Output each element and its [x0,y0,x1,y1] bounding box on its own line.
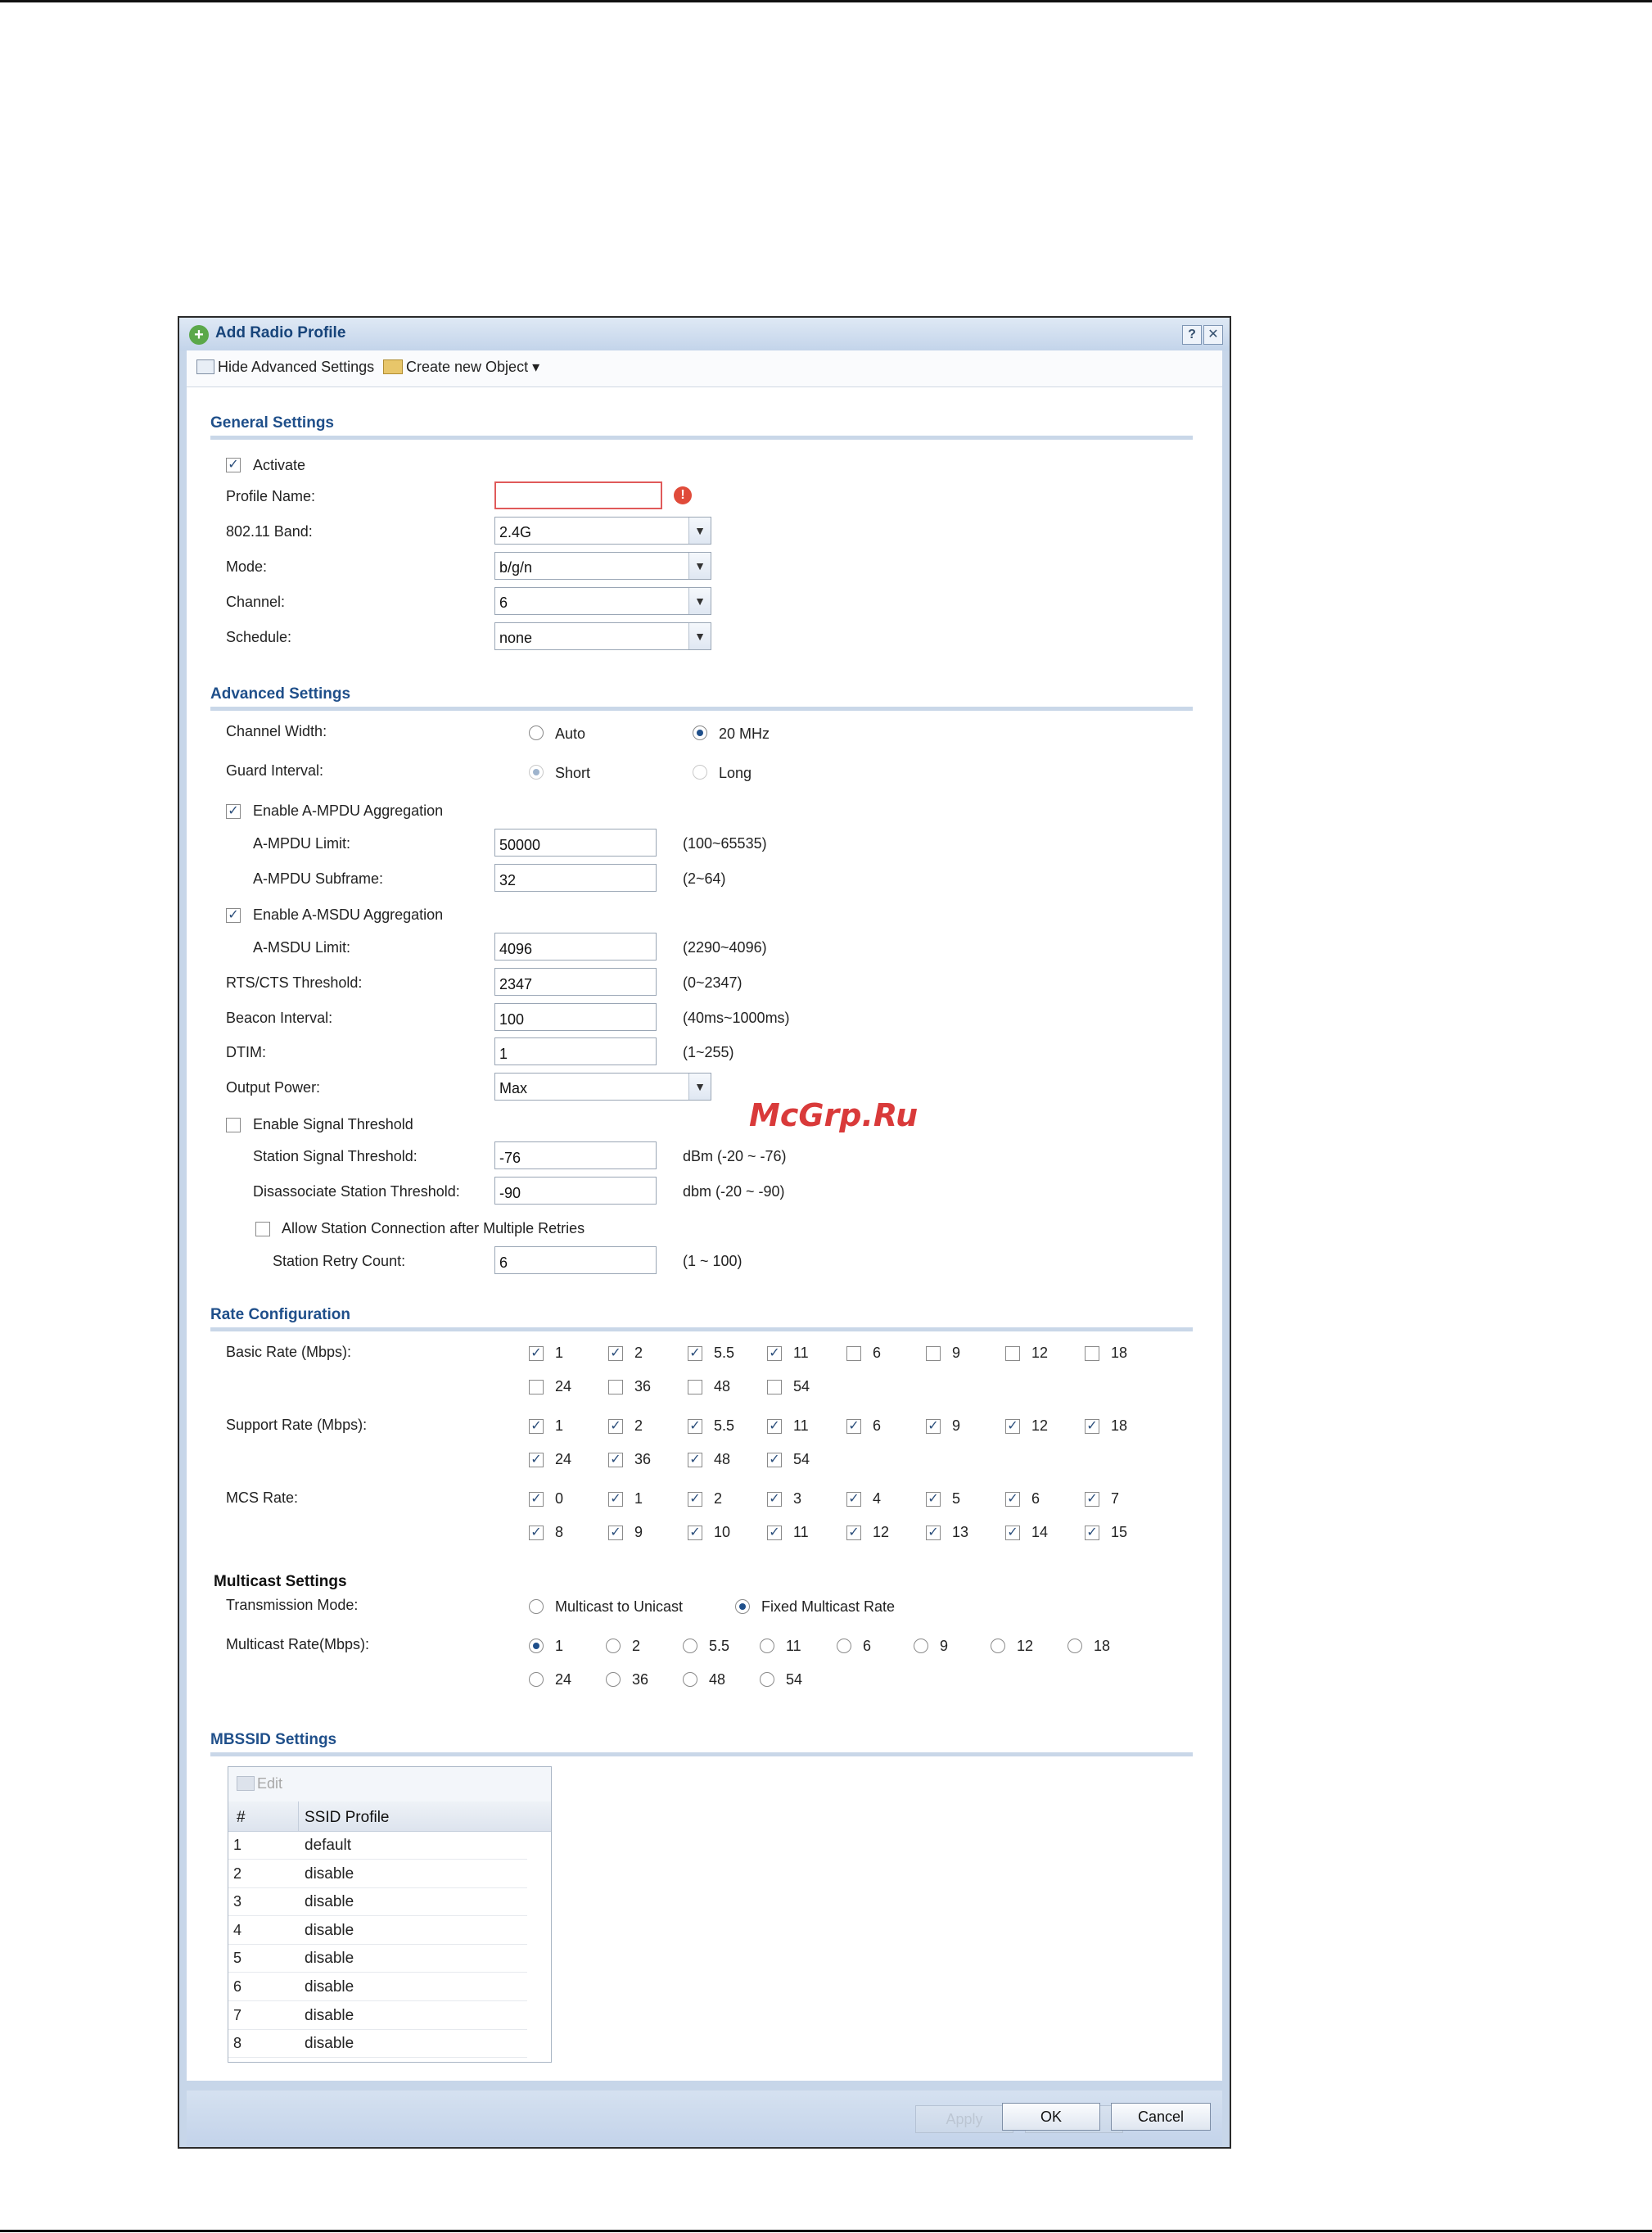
mbssid-settings-divider [210,1752,1193,1756]
basic-rate-label: Basic Rate (Mbps): [226,1344,352,1360]
retry-count-input[interactable] [494,1246,657,1274]
mcs-rate-checkbox[interactable]: ✓ [926,1526,941,1540]
row-ssid-profile: disable [305,2006,354,2024]
basic-rate-checkbox[interactable] [1085,1346,1099,1361]
channel-width-20mhz-radio[interactable] [693,725,707,740]
chevron-down-icon: ▼ [688,588,711,614]
basic-rate-label: 48 [714,1378,731,1394]
mcs-rate-checkbox[interactable]: ✓ [1085,1492,1099,1507]
basic-rate-checkbox[interactable]: ✓ [688,1346,702,1361]
add-icon: + [189,325,209,345]
support-rate-checkbox[interactable]: ✓ [846,1419,861,1434]
error-icon: ! [674,486,692,504]
mbssid-settings-heading: MBSSID Settings [210,1731,337,1748]
guard-interval-short-label: Short [555,765,591,781]
guard-interval-short-radio[interactable] [529,765,544,780]
mbssid-table-toolbar [228,1767,551,1802]
multicast-rate-radio[interactable] [683,1639,697,1653]
hide-advanced-label: Hide Advanced Settings [218,359,375,375]
mcs-rate-label: 12 [873,1524,890,1540]
row-number: 3 [233,1893,242,1910]
row-ssid-profile: disable [305,1865,354,1883]
help-icon[interactable]: ? [1182,325,1202,345]
activate-checkbox[interactable]: ✓ [226,458,241,472]
mcs-rate-checkbox[interactable]: ✓ [926,1492,941,1507]
basic-rate-label: 24 [555,1378,572,1394]
table-row[interactable] [228,1831,527,1860]
basic-rate-label: 18 [1111,1345,1128,1361]
mode-label: Mode: [226,558,268,575]
basic-rate-checkbox[interactable]: ✓ [529,1346,544,1361]
profile-name-input[interactable] [494,481,662,509]
dtim-label: DTIM: [226,1044,266,1060]
basic-rate-label: 2 [634,1345,643,1361]
multicast-rate-radio[interactable] [914,1639,928,1653]
activate-label: Activate [253,457,306,473]
support-rate-label: 36 [634,1451,652,1467]
multicast-rate-radio[interactable] [683,1672,697,1687]
basic-rate-label: 6 [873,1345,882,1361]
row-ssid-profile: disable [305,1893,354,1911]
multicast-rate-label: 24 [555,1671,572,1688]
rts-threshold-input[interactable] [494,968,657,996]
schedule-label: Schedule: [226,629,292,645]
hide-advanced-settings-button[interactable] [196,359,374,376]
support-rate-label: 5.5 [714,1417,735,1434]
create-new-label: Create new Object ▾ [406,359,540,375]
mcs-rate-label: 4 [873,1490,882,1507]
basic-rate-label: 9 [952,1345,961,1361]
dtim-input[interactable] [494,1037,657,1065]
row-ssid-profile: disable [305,1950,354,1968]
multicast-rate-radio[interactable] [1067,1639,1082,1653]
multicast-rate-radio[interactable] [529,1672,544,1687]
mcs-rate-checkbox[interactable]: ✓ [608,1492,623,1507]
support-rate-checkbox[interactable]: ✓ [688,1453,702,1467]
mcs-rate-label: 15 [1111,1524,1128,1540]
band-select[interactable] [494,517,711,545]
support-rate-label: 6 [873,1417,882,1434]
basic-rate-label: 1 [555,1345,564,1361]
station-threshold-label: Station Signal Threshold: [253,1148,418,1164]
multicast-rate-radio[interactable] [606,1639,621,1653]
basic-rate-checkbox[interactable] [688,1380,702,1394]
ampdu-subframe-label: A-MPDU Subframe: [253,870,384,887]
mcs-rate-label: 10 [714,1524,731,1540]
output-power-select[interactable] [494,1073,711,1101]
ampdu-subframe-input[interactable] [494,864,657,892]
mcs-rate-checkbox[interactable]: ✓ [767,1492,782,1507]
watermark-text: McGrp.Ru [749,1097,919,1133]
basic-rate-label: 54 [793,1378,810,1394]
multicast-rate-label: 48 [709,1671,726,1688]
support-rate-checkbox[interactable]: ✓ [767,1419,782,1434]
band-value: 2.4G [499,524,532,540]
mcs-rate-label: 1 [634,1490,643,1507]
support-rate-label: 48 [714,1451,731,1467]
basic-rate-label: 36 [634,1378,652,1394]
chevron-down-icon: ▼ [688,1074,711,1100]
mcs-rate-checkbox[interactable]: ✓ [688,1492,702,1507]
multicast-rate-label: 1 [555,1638,564,1654]
row-number: 4 [233,1921,242,1938]
mcs-rate-label: 2 [714,1490,723,1507]
fixed-multicast-rate-label: Fixed Multicast Rate [761,1598,896,1615]
support-rate-label: Support Rate (Mbps): [226,1417,368,1433]
general-settings-heading: General Settings [210,414,334,432]
apply-button[interactable]: Apply [915,2105,1013,2133]
amsdu-label: Enable A-MSDU Aggregation [253,906,444,923]
ampdu-subframe-hint: (2~64) [683,870,726,887]
multicast-rate-radio[interactable] [760,1639,774,1653]
support-rate-checkbox[interactable]: ✓ [926,1419,941,1434]
mcs-rate-label: 9 [634,1524,643,1540]
basic-rate-checkbox[interactable] [767,1380,782,1394]
chevron-down-icon: ▼ [688,518,711,544]
station-threshold-input[interactable] [494,1141,657,1169]
mcs-rate-checkbox[interactable]: ✓ [767,1526,782,1540]
dialog-toolbar [187,350,1222,387]
ampdu-limit-input[interactable] [494,829,657,857]
column-ssid-profile-header[interactable]: SSID Profile [305,1809,390,1826]
table-row[interactable] [228,2029,527,2058]
signal-threshold-label: Enable Signal Threshold [253,1116,413,1132]
table-row[interactable] [228,1860,527,1888]
transmission-mode-label: Transmission Mode: [226,1597,359,1613]
multicast-rate-label: 18 [1094,1638,1111,1654]
row-ssid-profile: disable [305,1921,354,1939]
edit-label: Edit [257,1775,283,1792]
row-number: 6 [233,1978,242,1995]
general-settings-divider [210,436,1193,440]
retry-count-hint: (1 ~ 100) [683,1253,742,1269]
basic-rate-checkbox[interactable] [846,1346,861,1361]
mcs-rate-label: 13 [952,1524,969,1540]
channel-width-auto-radio[interactable] [529,725,544,740]
row-ssid-profile: default [305,1837,352,1854]
edit-button[interactable] [237,1775,282,1792]
multicast-settings-heading: Multicast Settings [214,1573,347,1590]
advanced-settings-divider [210,707,1193,711]
mcs-rate-checkbox[interactable]: ✓ [1005,1492,1020,1507]
channel-width-auto-label: Auto [555,725,586,742]
multicast-rate-radio[interactable] [760,1672,774,1687]
support-rate-checkbox[interactable]: ✓ [1005,1419,1020,1434]
ok-button[interactable]: OK [1002,2103,1100,2131]
basic-rate-checkbox[interactable]: ✓ [608,1346,623,1361]
amsdu-limit-label: A-MSDU Limit: [253,939,351,956]
channel-width-label: Channel Width: [226,723,327,739]
multicast-to-unicast-radio[interactable] [529,1599,544,1614]
chevron-down-icon: ▼ [688,623,711,649]
row-number: 2 [233,1865,242,1882]
mcs-rate-label: 6 [1031,1490,1040,1507]
beacon-interval-hint: (40ms~1000ms) [683,1010,790,1026]
guard-interval-long-radio[interactable] [693,765,707,780]
multicast-rate-label: 6 [863,1638,872,1654]
table-row[interactable] [228,2001,527,2030]
mode-value: b/g/n [499,559,533,576]
support-rate-label: 54 [793,1451,810,1467]
mcs-rate-checkbox[interactable]: ✓ [846,1526,861,1540]
page-bottom-rule [0,2230,1652,2232]
basic-rate-checkbox[interactable] [608,1380,623,1394]
close-icon[interactable]: ✕ [1203,325,1223,345]
edit-icon [237,1776,255,1791]
guard-interval-long-label: Long [719,765,752,781]
mcs-rate-label: 3 [793,1490,802,1507]
support-rate-label: 1 [555,1417,564,1434]
multicast-rate-radio[interactable] [529,1639,544,1653]
mcs-rate-label: 14 [1031,1524,1049,1540]
ampdu-limit-label: A-MPDU Limit: [253,835,351,852]
rate-configuration-divider [210,1327,1193,1331]
basic-rate-checkbox[interactable]: ✓ [767,1346,782,1361]
table-row[interactable] [228,1944,527,1973]
mcs-rate-label: 5 [952,1490,961,1507]
amsdu-checkbox[interactable]: ✓ [226,908,241,923]
basic-rate-checkbox[interactable] [529,1380,544,1394]
ampdu-checkbox[interactable]: ✓ [226,804,241,819]
mcs-rate-label: 8 [555,1524,564,1540]
mcs-rate-label: 0 [555,1490,564,1507]
table-row[interactable] [228,1916,527,1945]
row-number: 8 [233,2035,242,2052]
mcs-rate-checkbox[interactable]: ✓ [1005,1526,1020,1540]
support-rate-checkbox[interactable]: ✓ [608,1453,623,1467]
allow-retries-checkbox[interactable] [255,1222,270,1236]
advanced-settings-heading: Advanced Settings [210,685,351,703]
rts-threshold-label: RTS/CTS Threshold: [226,974,363,991]
multicast-rate-label: 5.5 [709,1638,730,1654]
support-rate-label: 18 [1111,1417,1128,1434]
create-new-object-menu[interactable] [383,359,539,376]
support-rate-label: 24 [555,1451,572,1467]
beacon-interval-input[interactable] [494,1003,657,1031]
schedule-value: none [499,630,533,646]
basic-rate-label: 11 [793,1345,809,1361]
table-row[interactable] [228,1887,527,1916]
mcs-rate-checkbox[interactable]: ✓ [529,1492,544,1507]
multicast-to-unicast-label: Multicast to Unicast [555,1598,684,1615]
dtim-hint: (1~255) [683,1044,734,1060]
retry-count-label: Station Retry Count: [273,1253,406,1269]
row-ssid-profile: disable [305,2035,354,2053]
support-rate-checkbox[interactable]: ✓ [529,1453,544,1467]
rate-configuration-heading: Rate Configuration [210,1306,350,1323]
multicast-rate-label: 11 [786,1638,801,1654]
chevron-down-icon: ▼ [688,553,711,579]
output-power-label: Output Power: [226,1079,321,1096]
channel-select[interactable] [494,587,711,615]
mcs-rate-checkbox[interactable]: ✓ [529,1526,544,1540]
column-separator [298,1801,299,1831]
multicast-rate-label: 54 [786,1671,803,1688]
multicast-rate-label: 36 [632,1671,649,1688]
support-rate-label: 9 [952,1417,961,1434]
disassociate-threshold-input[interactable] [494,1177,657,1205]
support-rate-label: 11 [793,1417,809,1434]
multicast-rate-label: 2 [632,1638,641,1654]
column-num-header[interactable]: # [237,1809,246,1826]
channel-width-20mhz-label: 20 MHz [719,725,770,742]
allow-retries-label: Allow Station Connection after Multiple Retries [282,1220,585,1236]
schedule-select[interactable] [494,622,711,650]
ampdu-limit-hint: (100~65535) [683,835,767,852]
mbssid-table-header [228,1801,551,1832]
signal-threshold-checkbox[interactable] [226,1118,241,1132]
mcs-rate-checkbox[interactable]: ✓ [1085,1526,1099,1540]
support-rate-label: 2 [634,1417,643,1434]
support-rate-checkbox[interactable]: ✓ [1085,1419,1099,1434]
row-ssid-profile: disable [305,1978,354,1996]
basic-rate-label: 5.5 [714,1345,735,1361]
basic-rate-checkbox[interactable] [1005,1346,1020,1361]
mcs-rate-label: MCS Rate: [226,1489,299,1506]
support-rate-checkbox[interactable]: ✓ [608,1419,623,1434]
amsdu-limit-input[interactable] [494,933,657,961]
profile-name-label: Profile Name: [226,488,316,504]
disassociate-threshold-label: Disassociate Station Threshold: [253,1183,460,1200]
mode-select[interactable] [494,552,711,580]
guard-interval-label: Guard Interval: [226,762,324,779]
channel-value: 6 [499,594,508,611]
row-number: 1 [233,1837,242,1853]
support-rate-checkbox[interactable]: ✓ [688,1419,702,1434]
support-rate-checkbox[interactable]: ✓ [529,1419,544,1434]
mcs-rate-checkbox[interactable]: ✓ [846,1492,861,1507]
mcs-rate-label: 7 [1111,1490,1120,1507]
mcs-rate-checkbox[interactable]: ✓ [608,1526,623,1540]
settings-list-icon [196,359,214,374]
multicast-rate-radio[interactable] [991,1639,1005,1653]
folder-icon [383,359,403,374]
beacon-interval-label: Beacon Interval: [226,1010,333,1026]
mbssid-table [228,1766,552,2063]
output-power-value: Max [499,1080,528,1096]
page-top-rule [0,0,1652,2]
row-number: 7 [233,2006,242,2023]
basic-rate-label: 12 [1031,1345,1049,1361]
ampdu-label: Enable A-MPDU Aggregation [253,802,444,819]
support-rate-label: 12 [1031,1417,1049,1434]
mcs-rate-checkbox[interactable]: ✓ [688,1526,702,1540]
multicast-rate-label: Multicast Rate(Mbps): [226,1636,370,1652]
table-row[interactable] [228,1973,527,2001]
row-number: 5 [233,1950,242,1967]
cancel-button[interactable]: Cancel [1111,2103,1211,2131]
support-rate-checkbox[interactable]: ✓ [767,1453,782,1467]
station-threshold-hint: dBm (-20 ~ -76) [683,1148,787,1164]
multicast-rate-radio[interactable] [837,1639,851,1653]
rts-threshold-hint: (0~2347) [683,974,742,991]
multicast-rate-label: 12 [1017,1638,1034,1654]
disassociate-threshold-hint: dbm (-20 ~ -90) [683,1183,785,1200]
channel-label: Channel: [226,594,286,610]
multicast-rate-label: 9 [940,1638,949,1654]
amsdu-limit-hint: (2290~4096) [683,939,767,956]
fixed-multicast-rate-radio[interactable] [735,1599,750,1614]
dialog-titlebar [179,318,1230,350]
basic-rate-checkbox[interactable] [926,1346,941,1361]
dialog-title: Add Radio Profile [215,324,346,341]
band-label: 802.11 Band: [226,523,313,540]
multicast-rate-radio[interactable] [606,1672,621,1687]
mcs-rate-label: 11 [793,1524,809,1540]
